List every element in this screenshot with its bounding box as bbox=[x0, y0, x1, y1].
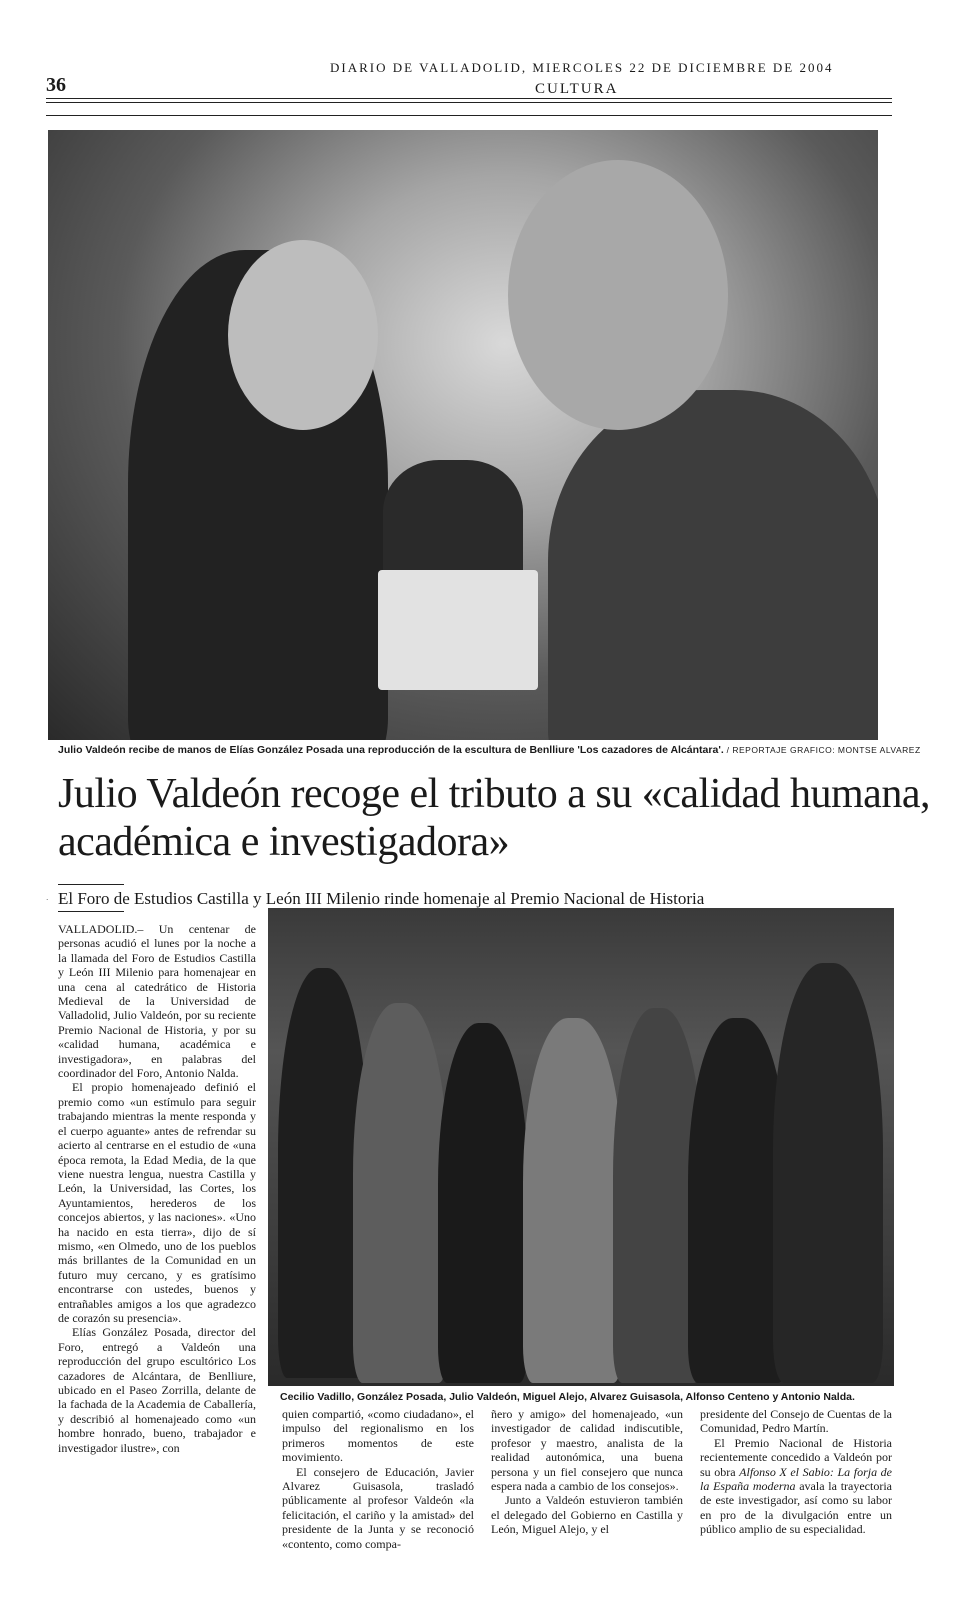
article-column-4 bbox=[700, 1407, 892, 1537]
sculpture-base bbox=[378, 570, 538, 690]
paragraph: El propio homenajeado definió el premio como «un estímulo para seguir trabajando mientras la mente responda y el cuerpo aguante» antes de refrendar su acierto al centrarse en el estudio de «una época remota, la Edad Media, de la que viene nuestra lengua, nuestra Castilla y León, la Universidad, las Cortes, los Ayuntamientos, herederos de los concejos abiertos, y las naciones». «Uno ha nacido en esta tierra», dijo de sí mismo, «en Olmedo, uno de los pueblos más brillantes de la Comunidad en un futuro muy cercano, y es gratísimo encontrarse con ustedes, buenos y entrañables amigos a los que agradezco de corazón su presencia». bbox=[58, 1080, 256, 1325]
group-photo bbox=[268, 908, 894, 1386]
paragraph: quien compartió, «como ciudadano», el impulso del regionalismo en los primeros momentos de este movimiento. bbox=[282, 1407, 474, 1465]
paragraph: Elías González Posada, director del Foro, entregó a Valdeón una reproducción del grupo escultórico Los cazadores de Alcántara, de Benlliure, ubicado en el Paseo Zorrilla, delante de la fachada de la Academia de Caballería, y describió al homenajeado como «un hombre honrado, bueno, trabajador e investigador ilustre», con bbox=[58, 1325, 256, 1455]
article-column-2 bbox=[282, 1407, 474, 1551]
caption-text: Julio Valdeón recibe de manos de Elías González Posada una reproducción de la escultura de Benlliure 'Los cazadores de Alcántara'. bbox=[58, 744, 724, 756]
person-left-head bbox=[228, 240, 378, 430]
article-column-1 bbox=[58, 922, 256, 1455]
group-photo-caption: Cecilio Vadillo, González Posada, Julio Valdeón, Miguel Alejo, Alvarez Guisasola, Alfonso Centeno y Antonio Nalda. bbox=[280, 1391, 855, 1403]
paragraph: VALLADOLID.– Un centenar de personas acudió el lunes por la noche a la llamada del Foro de Estudios Castilla y León III Milenio para homenajear en una cena al catedrático de Historia Medieval de la Universidad de Valladolid, Julio Valdeón, por su reciente Premio Nacional de Historia, y por su «calidad humana, académica e investigadora», en palabras del coordinador del Foro, Antonio Nalda. bbox=[58, 922, 256, 1081]
subhead-marker: · bbox=[46, 896, 49, 904]
subhead-rule-top bbox=[58, 884, 124, 885]
section-title: CULTURA bbox=[535, 81, 619, 97]
top-photo-caption bbox=[58, 744, 921, 756]
book-title: Alfonso X el Sabio: La forja de la España moderna bbox=[700, 1464, 893, 1494]
subhead-rule-bottom bbox=[58, 911, 124, 912]
header-rule-2 bbox=[46, 102, 892, 103]
photo-credit: / REPORTAJE GRAFICO: MONTSE ALVAREZ bbox=[726, 745, 921, 755]
masthead: DIARIO DE VALLADOLID, MIERCOLES 22 DE DICIEMBRE DE 2004 bbox=[330, 60, 834, 75]
article-column-3 bbox=[491, 1407, 683, 1537]
header-rule bbox=[46, 98, 892, 99]
page-number: 36 bbox=[46, 74, 66, 96]
subhead: El Foro de Estudios Castilla y León III Milenio rinde homenaje al Premio Nacional de Historia bbox=[58, 889, 705, 908]
person-2 bbox=[353, 1003, 448, 1383]
person-7 bbox=[773, 963, 883, 1383]
paragraph bbox=[700, 1436, 892, 1537]
paragraph: ñero y amigo» del homenajeado, «un investigador de calidad indiscutible, profesor y maestro, analista de la realidad autonómica, una buena persona y un fiel consejero que nunca espera nada a cambio de los consejos». bbox=[491, 1407, 683, 1494]
header-rule-3 bbox=[46, 115, 892, 116]
headline: Julio Valdeón recoge el tributo a su «calidad humana, académica e investigadora» bbox=[58, 771, 930, 865]
person-right-head bbox=[508, 160, 728, 430]
paragraph-text: El Premio Nacional de Historia recientemente concedido a Valdeón por su obra bbox=[700, 1435, 892, 1479]
paragraph: El consejero de Educación, Javier Alvarez Guisasola, trasladó públicamente al profesor Valdeón «la felicitación, el cariño y la amistad» del presidente de la Junta y se reconoció «contento, como compa- bbox=[282, 1464, 474, 1551]
paragraph: presidente del Consejo de Cuentas de la Comunidad, Pedro Martín. bbox=[700, 1407, 892, 1436]
person-right bbox=[548, 390, 878, 740]
person-3 bbox=[438, 1023, 528, 1383]
person-4 bbox=[523, 1018, 623, 1383]
paragraph-text: avala la trayectoria de este investigador, así como su labor en pro de la divulgación entre un público amplio de su especialidad. bbox=[700, 1479, 892, 1537]
top-photo bbox=[48, 130, 878, 740]
paragraph: Junto a Valdeón estuvieron también el delegado del Gobierno en Castilla y León, Miguel Alejo, y el bbox=[491, 1493, 683, 1537]
